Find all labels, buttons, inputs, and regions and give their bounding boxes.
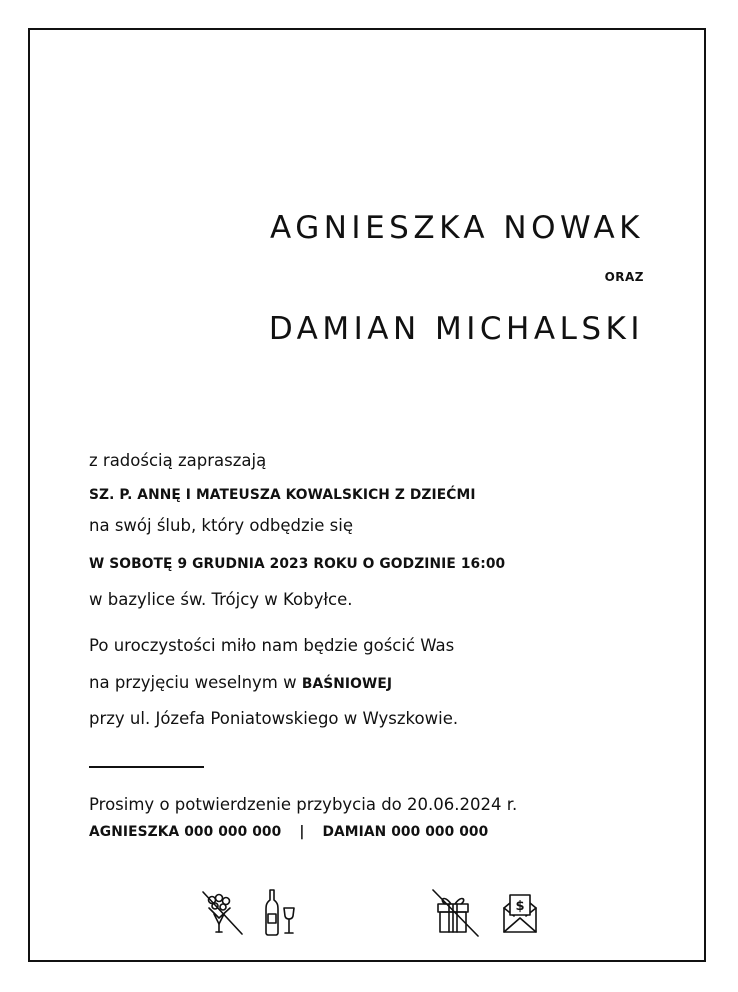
rsvp-groom-contact: DAMIAN 000 000 000 [322, 824, 489, 840]
reception-line-1: Po uroczystości miło nam będzie gościć Was [89, 636, 455, 655]
divider-line [89, 766, 204, 768]
rsvp-bride-contact: AGNIESZKA 000 000 000 [89, 824, 282, 840]
reception-line-2 [89, 673, 392, 692]
invitation-line-3: na swój ślub, który odbędzie się [89, 516, 353, 535]
money-envelope-icon [500, 888, 540, 942]
rsvp-request: Prosimy o potwierdzenie przybycia do 20.06.2024 r. [89, 795, 518, 814]
svg-text:$: $ [515, 899, 525, 914]
reception-address: przy ul. Józefa Poniatowskiego w Wyszkowie. [89, 709, 459, 728]
rsvp-contacts [89, 824, 488, 840]
reception-line-2-prefix: na przyjęciu weselnym w [89, 673, 302, 692]
groom-name: DAMIAN MICHALSKI [268, 311, 644, 347]
no-gift-icon [430, 888, 480, 942]
reception-venue-name: BAŚNIOWEJ [301, 676, 393, 692]
invitation-line-1: z radością zapraszają [89, 451, 267, 470]
no-flowers-icon [200, 888, 244, 942]
names-connector: ORAZ [604, 270, 644, 284]
guests-line: SZ. P. ANNĘ I MATEUSZA KOWALSKICH Z DZIEĆMI [89, 487, 476, 503]
ceremony-datetime: W SOBOTĘ 9 GRUDNIA 2023 ROKU O GODZINIE 16:00 [89, 556, 506, 572]
wine-bottle-glass-icon [262, 888, 300, 942]
rsvp-separator: | [299, 824, 305, 840]
bride-name: AGNIESZKA NOWAK [270, 210, 644, 246]
ceremony-venue: w bazylice św. Trójcy w Kobyłce. [89, 590, 353, 609]
